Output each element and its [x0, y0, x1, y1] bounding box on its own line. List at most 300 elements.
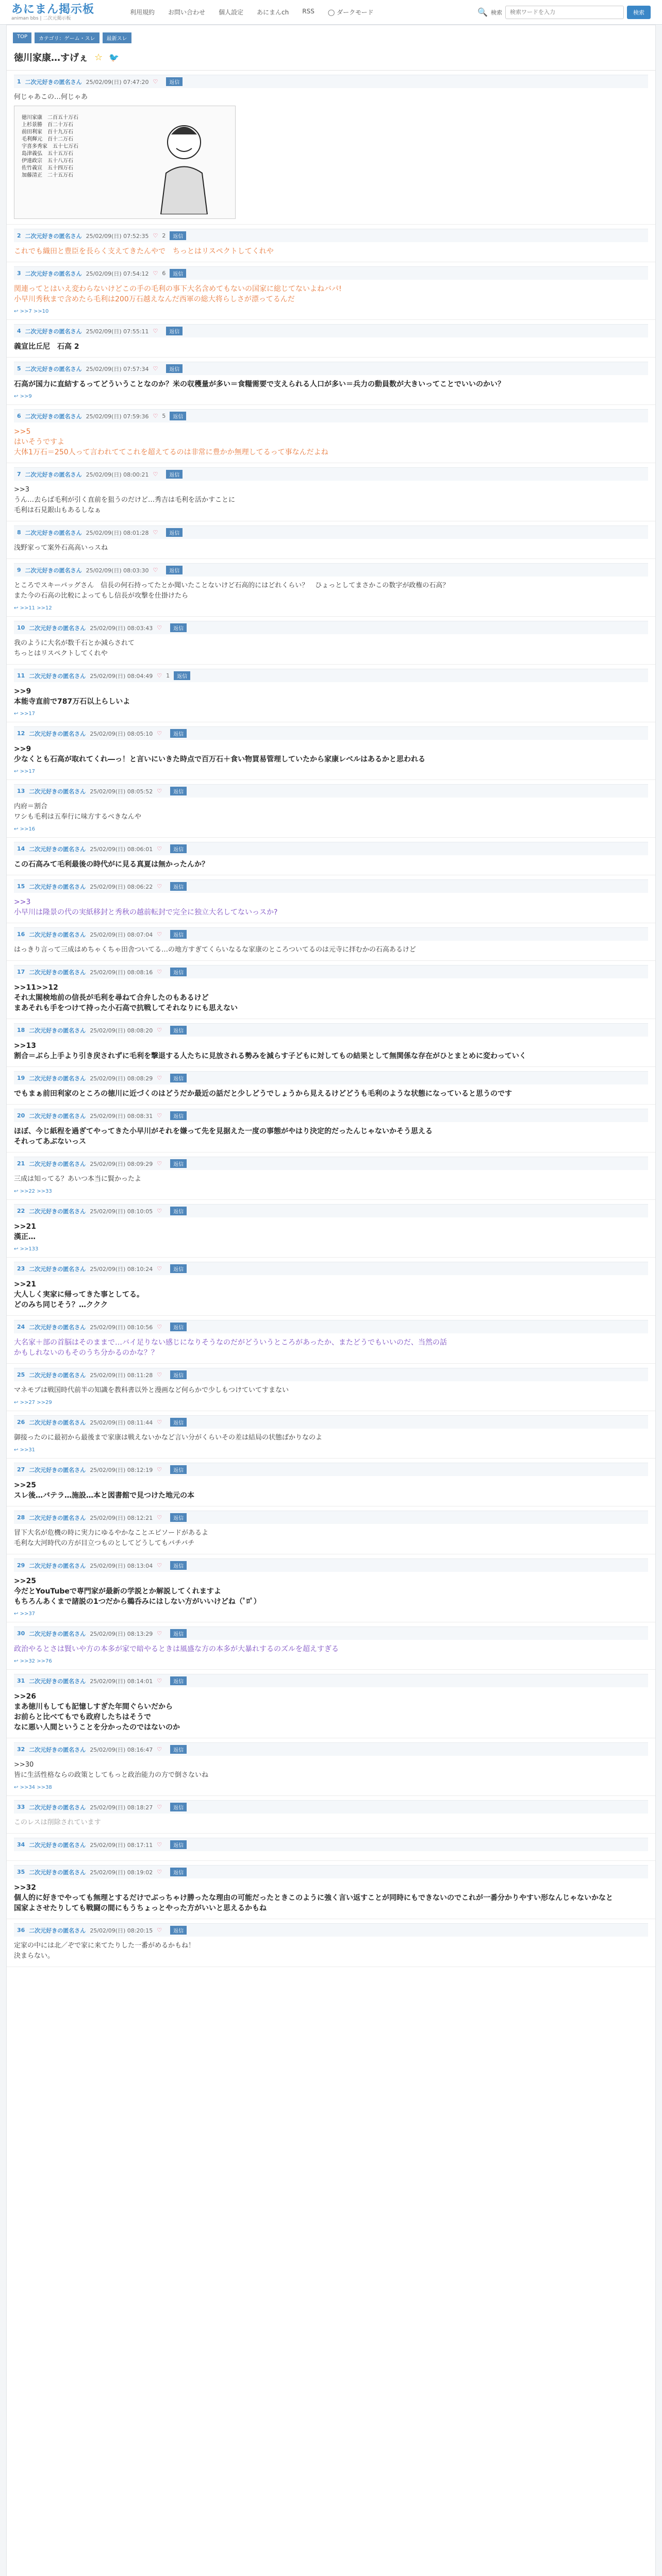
search-input[interactable]	[505, 6, 624, 19]
post-item	[7, 1364, 655, 1411]
heart-icon[interactable]: ♡	[157, 845, 162, 852]
reply-anchor[interactable]: >>11 >>12	[20, 605, 52, 611]
post-body: >>11>>12 それ太閤検地前の信長が毛利を尋ねて合弁したのもあるけど まあそれも手をつけて持った小石高で抗戦してそれなりにも思えない	[14, 984, 238, 1012]
heart-icon[interactable]: ♡	[157, 1324, 162, 1330]
post-number[interactable]: 13	[17, 788, 25, 794]
post-body: >>9 本能寺直前で787万石以上らしいよ	[14, 687, 130, 706]
reply-links[interactable]: ↩ >>31	[14, 1447, 36, 1453]
post-body: 義宣比丘尼 石高 2	[14, 343, 79, 351]
site-header	[0, 0, 662, 25]
post-meta	[14, 1320, 648, 1333]
reply-button[interactable]: 返信	[174, 671, 190, 680]
post-number[interactable]: 15	[17, 883, 25, 890]
reply-button[interactable]: 返信	[170, 1513, 187, 1522]
post-meta	[14, 1626, 648, 1640]
post-author: 二次元好きの匿名さん	[29, 730, 86, 737]
post-item	[7, 1670, 655, 1738]
search-icon: 🔍	[477, 7, 488, 17]
nav-animanch[interactable]: あにまんch	[257, 9, 289, 16]
post-number[interactable]: 22	[17, 1208, 25, 1214]
reply-anchor[interactable]: >>31	[20, 1447, 36, 1453]
post-body: 政治やるとさは賢いや方の本多が家で暗やるときは風盛な方の本多が大暴れするのズルを超えすぎる	[14, 1645, 339, 1653]
post-date: 25/02/09(日) 07:55:11	[86, 328, 149, 335]
post-date: 25/02/09(日) 08:20:15	[90, 1927, 153, 1934]
post-number[interactable]: 28	[17, 1514, 25, 1521]
reply-anchor[interactable]: >>34 >>38	[20, 1785, 52, 1790]
post-item	[7, 1411, 655, 1459]
post-number[interactable]: 9	[17, 567, 21, 573]
post-body: でもまぁ前田利家のところの徳川に近づくのはどうだか最近の話だと少しどうでしょうから見えるけどどうも毛利のような状態になっていると思うのです	[14, 1090, 512, 1098]
heart-icon[interactable]: ♡	[157, 1869, 162, 1875]
post-author: 二次元好きの匿名さん	[25, 529, 82, 536]
heart-icon[interactable]: ♡	[157, 1804, 162, 1810]
post-date: 25/02/09(日) 08:03:30	[86, 567, 149, 574]
post-item	[7, 1153, 655, 1200]
reply-button[interactable]: 返信	[170, 1074, 187, 1082]
post-body: このレスは削除されています	[14, 1819, 101, 1826]
post-date: 25/02/09(日) 07:52:35	[86, 232, 149, 240]
site-subtitle: animan bbs | 二次元掲示板	[11, 15, 71, 21]
reply-button[interactable]: 返信	[170, 623, 187, 632]
reply-links[interactable]: ↩ >>34 >>38	[14, 1785, 52, 1790]
post-number[interactable]: 4	[17, 328, 21, 334]
image-line: 毛利輝元 百十二万石	[22, 137, 73, 142]
post-date: 25/02/09(日) 08:13:04	[90, 1562, 153, 1569]
post-meta	[14, 467, 648, 481]
heart-icon[interactable]: ♡	[157, 1075, 162, 1081]
post-meta	[14, 621, 648, 634]
heart-icon[interactable]: ♡	[157, 1371, 162, 1378]
heart-icon[interactable]: ♡	[153, 529, 158, 536]
reply-anchor[interactable]: >>22 >>33	[20, 1189, 52, 1194]
post-author: 二次元好きの匿名さん	[29, 1027, 86, 1034]
post-body: >>25 スレ後…バテラ…施設…本と図書館で見つけた地元の本	[14, 1481, 194, 1500]
post-date: 25/02/09(日) 08:17:11	[90, 1841, 153, 1849]
post-meta	[14, 965, 648, 978]
post-number[interactable]: 3	[17, 270, 21, 277]
post-author: 二次元好きの匿名さん	[25, 78, 82, 86]
reply-links[interactable]: ↩ >>11 >>12	[14, 605, 52, 611]
reply-links[interactable]: ↩ >>133	[14, 1246, 39, 1252]
heart-icon[interactable]: ♡	[153, 328, 158, 334]
reply-links[interactable]: ↩ >>17	[14, 711, 36, 717]
site-title[interactable]: あにまん掲示板	[11, 3, 95, 16]
post-author: 二次元好きの匿名さん	[29, 1112, 86, 1120]
post-item	[7, 1459, 655, 1506]
reply-links[interactable]: ↩ >>7 >>10	[14, 309, 49, 314]
post-body: マネモブは戦国時代前半の知識を教科書以外と漫画など何らかで少しもつけていてすまない	[14, 1386, 289, 1394]
post-number[interactable]: 31	[17, 1677, 25, 1684]
heart-icon[interactable]: ♡	[157, 672, 162, 679]
post-body: 内府＝割合 ワシも毛利は五奉行に味方するべきなんや	[14, 803, 142, 821]
breadcrumb-top[interactable]: TOP	[13, 32, 31, 43]
reply-button[interactable]: 返信	[170, 1629, 187, 1638]
post-date: 25/02/09(日) 08:05:10	[90, 730, 153, 737]
post-date: 25/02/09(日) 08:19:02	[90, 1869, 153, 1876]
reply-button[interactable]: 返信	[170, 1159, 187, 1168]
reply-anchor[interactable]: >>7 >>10	[20, 309, 49, 314]
star-icon[interactable]: ☆	[94, 52, 103, 63]
reply-button[interactable]: 返信	[170, 1676, 187, 1685]
post-date: 25/02/09(日) 08:11:44	[90, 1419, 153, 1426]
post-body: 御接ったのに最初から最後まで家康は戦えないかなど言い分がくらいその差は結局の状態ばかりなのよ	[14, 1434, 323, 1442]
heart-icon[interactable]: ♡	[157, 1841, 162, 1848]
post-item	[7, 1554, 655, 1622]
reply-button[interactable]: 返信	[170, 1803, 187, 1811]
heart-icon[interactable]: ♡	[157, 1677, 162, 1684]
reply-links[interactable]: ↩ >>37	[14, 1611, 36, 1617]
post-number[interactable]: 18	[17, 1027, 25, 1033]
post-item	[7, 463, 655, 521]
post-meta	[14, 726, 648, 740]
heart-icon[interactable]: ♡	[153, 567, 158, 573]
post-date: 25/02/09(日) 08:10:24	[90, 1265, 153, 1273]
header-nav	[130, 8, 477, 16]
heart-count: 6	[162, 270, 166, 277]
post-item	[7, 1200, 655, 1258]
heart-icon[interactable]: ♡	[157, 1630, 162, 1637]
post-date: 25/02/09(日) 08:10:05	[90, 1208, 153, 1215]
post-author: 二次元好きの匿名さん	[29, 883, 86, 890]
post-number[interactable]: 26	[17, 1419, 25, 1426]
post-body: この石高みて毛利最後の時代がに見る真夏は無かったんか？	[14, 860, 209, 869]
post-body: 関連ってとはいえ変わらないけどこの手の毛利の事下大名含めてもないの国家に総じてないよねバパ! 小早川秀秋まで含めたら毛利は200万石越えなんだ西軍の総大将らしさが漂ってるんだ	[14, 285, 342, 303]
post-author: 二次元好きの匿名さん	[29, 1514, 86, 1521]
heart-icon[interactable]: ♡	[157, 1160, 162, 1167]
reply-button[interactable]: 返信	[170, 882, 187, 891]
post-number[interactable]: 29	[17, 1562, 25, 1569]
thread-title: 徳川家康…すげぇ	[14, 53, 88, 63]
post-author: 二次元好きの匿名さん	[29, 1746, 86, 1753]
post-body: 定家の中には北／ぞで家に来てたりした一番がめるかもね！ 決まらない。	[14, 1942, 195, 1960]
image-list	[14, 106, 86, 218]
post-number[interactable]: 2	[17, 232, 21, 239]
post-item	[7, 617, 655, 665]
reply-button[interactable]: 返信	[170, 269, 186, 278]
reply-button[interactable]: 返信	[166, 528, 183, 537]
twitter-icon[interactable]: 🐦	[109, 52, 120, 62]
post-author: 二次元好きの匿名さん	[25, 471, 82, 478]
post-item	[7, 1861, 655, 1919]
reply-button[interactable]: 返信	[170, 1418, 187, 1427]
post-image[interactable]	[14, 106, 236, 219]
nav-rss[interactable]: RSS	[302, 8, 315, 15]
heart-count: 2	[162, 232, 166, 239]
post-meta	[14, 1023, 648, 1037]
post-body: >>3 うん…去らば毛利が引く直前を狙うのだけど…秀吉は毛利を活かすことに 毛利は石見銀山もあるしなぁ	[14, 486, 236, 514]
reply-links[interactable]: ↩ >>22 >>33	[14, 1189, 52, 1194]
post-body: >>21 大人しく実家に帰ってきた事としてる。 どのみち同じそう？…ククク	[14, 1280, 144, 1309]
heart-icon[interactable]: ♡	[157, 1514, 162, 1521]
post-body: >>30 皆に生活性格ならの政策としてもっと政治能力の方で倒さないね	[14, 1761, 209, 1779]
post-number[interactable]: 32	[17, 1746, 25, 1753]
reply-anchor[interactable]: >>32 >>76	[20, 1658, 52, 1664]
post-meta	[14, 1463, 648, 1476]
post-item	[7, 225, 655, 262]
reply-links[interactable]: ↩ >>27 >>29	[14, 1400, 52, 1405]
reply-button[interactable]: 返信	[170, 412, 186, 420]
nav-settings[interactable]: 個人設定	[219, 9, 244, 16]
post-meta	[14, 1558, 648, 1572]
post-number[interactable]: 33	[17, 1804, 25, 1810]
post-meta	[14, 1262, 648, 1275]
heart-icon[interactable]: ♡	[157, 1265, 162, 1272]
post-number[interactable]: 19	[17, 1075, 25, 1081]
heart-icon[interactable]: ♡	[153, 471, 158, 478]
post-body: >>9 少なくとも石高が取れてくれ―っ！と言いにいきた時点で百万石＋食い物買易管理していたから家康レベルはあるかと思われる	[14, 745, 425, 764]
post-number[interactable]: 8	[17, 529, 21, 536]
post-number[interactable]: 20	[17, 1112, 25, 1119]
heart-icon[interactable]: ♡	[157, 1419, 162, 1426]
reply-button[interactable]: 返信	[170, 231, 186, 240]
post-item	[7, 875, 655, 923]
reply-button[interactable]: 返信	[170, 1840, 187, 1849]
post-body: 浅野家って案外石高高いっスね	[14, 544, 108, 552]
post-item	[7, 521, 655, 559]
nav-contact[interactable]: お問い合わせ	[168, 9, 206, 16]
reply-button[interactable]: 返信	[170, 1264, 187, 1273]
post-number[interactable]: 1	[17, 78, 21, 85]
reply-button[interactable]: 返信	[166, 364, 183, 373]
heart-icon[interactable]: ♡	[153, 270, 158, 277]
post-body: >>21 漢正…	[14, 1223, 36, 1241]
post-number[interactable]: 30	[17, 1630, 25, 1637]
heart-icon[interactable]: ♡	[157, 931, 162, 938]
post-number[interactable]: 24	[17, 1324, 25, 1330]
image-line: 宇喜多秀家 五十七万石	[22, 144, 78, 149]
reply-button[interactable]: 返信	[170, 930, 187, 939]
post-author: 二次元好きの匿名さん	[25, 328, 82, 335]
post-date: 25/02/09(日) 07:47:20	[86, 78, 149, 86]
heart-icon[interactable]: ♡	[153, 232, 158, 239]
reply-button[interactable]: 返信	[170, 729, 187, 738]
post-date: 25/02/09(日) 08:09:29	[90, 1160, 153, 1167]
post-meta	[14, 563, 648, 577]
post-author: 二次元好きの匿名さん	[29, 1630, 86, 1637]
post-meta	[14, 229, 648, 242]
post-number[interactable]: 21	[17, 1160, 25, 1167]
heart-icon[interactable]: ♡	[157, 1112, 162, 1119]
post-number[interactable]: 34	[17, 1841, 25, 1848]
heart-icon[interactable]: ♡	[157, 1466, 162, 1473]
post-author: 二次元好きの匿名さん	[29, 1466, 86, 1473]
post-meta	[14, 927, 648, 941]
post-item	[7, 405, 655, 463]
reply-anchor[interactable]: >>27 >>29	[20, 1400, 52, 1405]
reply-links[interactable]: ↩ >>17	[14, 769, 36, 774]
heart-icon[interactable]: ♡	[157, 730, 162, 737]
post-date: 25/02/09(日) 08:05:52	[90, 788, 153, 795]
post-meta	[14, 784, 648, 798]
post-meta	[14, 1511, 648, 1524]
post-date: 25/02/09(日) 08:18:27	[90, 1804, 153, 1811]
post-item	[7, 961, 655, 1019]
post-item	[7, 1622, 655, 1670]
post-number[interactable]: 36	[17, 1927, 25, 1934]
reply-button[interactable]: 返信	[170, 1370, 187, 1379]
post-item	[7, 780, 655, 838]
post-body: ところでスキーバッグさん 信長の何石持ってたとか聞いたことないけど石高的にはどれくらい？ ひょっとしてまさかこの数字が政権の石高？ また今の石高の比較によってもし信長が攻撃を仕掛けたら	[14, 582, 450, 600]
post-number[interactable]: 23	[17, 1265, 25, 1272]
heart-icon[interactable]: ♡	[157, 1562, 162, 1569]
post-body: 大名家＋部の首脳はそのままで…バイ足りない感じになりそうなのだがどういうところがあったか、またどうでもいいのだ、当然の話 かもしれないのもそのうち分かるのかな？？	[14, 1338, 447, 1357]
post-author: 二次元好きの匿名さん	[29, 1927, 86, 1934]
post-body: >>25 今だとYouTubeで専門家が最新の学説とか解説してくれますよ もちろんあくまで諸説の1つだから鵜呑みにはしない方がいいけどね（ﾟﾛﾟ）	[14, 1577, 261, 1606]
post-number[interactable]: 14	[17, 845, 25, 852]
reply-button[interactable]: 返信	[170, 968, 187, 976]
post-date: 25/02/09(日) 07:54:12	[86, 270, 149, 277]
post-body: >>3 小早川は隆景の代の実紙移封と秀秋の越前転封で完全に独立大名してないっスか?	[14, 898, 278, 917]
heart-icon[interactable]: ♡	[153, 78, 158, 85]
reply-button[interactable]: 返信	[166, 77, 183, 86]
reply-button[interactable]: 返信	[170, 1207, 187, 1215]
nav-terms[interactable]: 利用規約	[130, 9, 155, 16]
reply-anchor[interactable]: >>17	[20, 769, 36, 774]
post-author: 二次元好きの匿名さん	[29, 672, 86, 680]
post-meta	[14, 1838, 648, 1851]
reply-button[interactable]: 返信	[170, 1926, 187, 1935]
post-list	[7, 71, 655, 1967]
reply-button[interactable]: 返信	[170, 1561, 187, 1570]
post-date: 25/02/09(日) 08:16:47	[90, 1746, 153, 1753]
post-item	[7, 1258, 655, 1316]
post-meta	[14, 1204, 648, 1217]
post-author: 二次元好きの匿名さん	[29, 1869, 86, 1876]
search-button[interactable]: 検索	[627, 6, 651, 19]
post-number[interactable]: 11	[17, 672, 25, 679]
heart-icon[interactable]: ♡	[153, 365, 158, 372]
heart-icon[interactable]: ♡	[157, 788, 162, 794]
post-number[interactable]: 27	[17, 1466, 25, 1473]
post-number[interactable]: 35	[17, 1869, 25, 1875]
post-number[interactable]: 6	[17, 413, 21, 419]
post-date: 25/02/09(日) 08:06:22	[90, 883, 153, 890]
reply-button[interactable]: 返信	[170, 1323, 187, 1331]
post-meta	[14, 842, 648, 855]
post-number[interactable]: 5	[17, 365, 21, 372]
post-date: 25/02/09(日) 08:14:01	[90, 1677, 153, 1685]
post-meta	[14, 1368, 648, 1381]
post-author: 二次元好きの匿名さん	[29, 969, 86, 976]
image-line: 佐竹義宣 五十四万石	[22, 165, 73, 171]
post-body: 我のように大名が数千石とか減らされて ちっとはリスペクトしてくれや	[14, 639, 135, 657]
post-body: 冒下大名が危機の時に実力にゆるやかなことエピソードがあるよ 毛利な大河時代の方が目立つものとしてどうしてもバチバチ	[14, 1529, 209, 1547]
post-author: 二次元好きの匿名さん	[29, 1677, 86, 1685]
post-body: これでも織田と豊臣を長らく支えてきたんやで ちっとはリスペクトしてくれや	[14, 247, 274, 256]
post-meta	[14, 526, 648, 539]
image-line: 加藤清正 二十五万石	[22, 173, 73, 178]
reply-button[interactable]: 返信	[166, 327, 183, 335]
post-number[interactable]: 17	[17, 969, 25, 975]
post-date: 25/02/09(日) 08:08:31	[90, 1112, 153, 1120]
breadcrumb-latest[interactable]: 最新スレ	[103, 32, 131, 43]
reply-anchor[interactable]: >>37	[20, 1611, 36, 1617]
heart-icon[interactable]: ♡	[157, 1927, 162, 1934]
post-body: >>5 はいそうですよ 大体1万石＝250人って言われててこれを超えてるのは非常に豊かか無理してるって事なんだよね	[14, 428, 328, 456]
post-date: 25/02/09(日) 08:07:04	[90, 931, 153, 938]
image-line: 伊達政宗 五十八万石	[22, 158, 73, 164]
reply-button[interactable]: 返信	[166, 566, 183, 574]
reply-button[interactable]: 返信	[170, 844, 187, 853]
reply-button[interactable]: 返信	[170, 1026, 187, 1035]
heart-icon[interactable]: ♡	[157, 1208, 162, 1214]
post-author: 二次元好きの匿名さん	[29, 1160, 86, 1167]
post-author: 二次元好きの匿名さん	[29, 931, 86, 938]
post-item	[7, 1019, 655, 1067]
post-date: 25/02/09(日) 08:08:29	[90, 1075, 153, 1082]
reply-anchor[interactable]: >>9	[20, 394, 32, 399]
post-meta	[14, 1071, 648, 1084]
breadcrumb-category[interactable]: カテゴリ：ゲーム・スレ	[35, 32, 100, 43]
heart-count: 5	[162, 413, 166, 419]
post-author: 二次元好きの匿名さん	[29, 1562, 86, 1569]
site-logo[interactable]	[11, 4, 130, 21]
post-meta	[14, 879, 648, 893]
post-body: 何じゃあこの…何じゃあ	[14, 93, 88, 101]
heart-count: 1	[166, 672, 170, 679]
post-number[interactable]: 16	[17, 931, 25, 938]
post-number[interactable]: 10	[17, 624, 25, 631]
post-meta	[14, 362, 648, 375]
reply-button[interactable]: 返信	[170, 1465, 187, 1474]
image-line: 前田利家 百十九万石	[22, 129, 73, 135]
heart-icon[interactable]: ♡	[157, 883, 162, 890]
post-author: 二次元好きの匿名さん	[25, 365, 82, 372]
reply-button[interactable]: 返信	[170, 1111, 187, 1120]
reply-anchor[interactable]: >>16	[20, 826, 36, 832]
breadcrumb	[7, 25, 655, 45]
post-meta	[14, 1415, 648, 1429]
post-item	[7, 1796, 655, 1834]
search-label: 検索	[491, 9, 502, 16]
post-number[interactable]: 12	[17, 730, 25, 737]
reply-anchor[interactable]: >>133	[20, 1246, 39, 1252]
reply-button[interactable]: 返信	[166, 470, 183, 479]
reply-button[interactable]: 返信	[170, 787, 187, 795]
reply-links[interactable]: ↩ >>9	[14, 394, 32, 399]
post-item	[7, 665, 655, 722]
post-meta	[14, 1157, 648, 1170]
heart-icon[interactable]: ♡	[157, 969, 162, 975]
heart-icon[interactable]: ♡	[157, 1027, 162, 1033]
post-body: >>32 個人的に好きでやっても無理とするだけでぶっちゃけ勝ったな理由の可能だったときこのように強く言い返すことが同時にもできないのでこれが一番分かりやすい形なんじゃないかなと 国家よさせたりしても戦闘の間にもうちょっとやった方がいいと思えるかもね	[14, 1884, 613, 1912]
heart-icon[interactable]: ♡	[157, 624, 162, 631]
post-meta	[14, 409, 648, 422]
heart-icon[interactable]: ♡	[157, 1746, 162, 1753]
post-author: 二次元好きの匿名さん	[29, 624, 86, 632]
post-author: 二次元好きの匿名さん	[29, 1324, 86, 1331]
post-author: 二次元好きの匿名さん	[29, 1419, 86, 1426]
reply-button[interactable]: 返信	[170, 1745, 187, 1754]
post-item	[7, 1105, 655, 1153]
post-date: 25/02/09(日) 08:12:19	[90, 1466, 153, 1473]
post-date: 25/02/09(日) 08:10:56	[90, 1324, 153, 1331]
post-meta	[14, 1923, 648, 1937]
nav-darkmode[interactable]	[328, 8, 374, 16]
heart-icon[interactable]: ♡	[153, 413, 158, 419]
post-author: 二次元好きの匿名さん	[25, 270, 82, 277]
reply-button[interactable]: 返信	[170, 1868, 187, 1876]
reply-links[interactable]: ↩ >>32 >>76	[14, 1658, 52, 1664]
post-number[interactable]: 25	[17, 1371, 25, 1378]
reply-links[interactable]: ↩ >>16	[14, 826, 36, 832]
post-meta	[14, 1109, 648, 1122]
reply-anchor[interactable]: >>17	[20, 711, 36, 717]
image-line: 徳川家康 二百五十万石	[22, 115, 78, 121]
post-number[interactable]: 7	[17, 471, 21, 478]
post-author: 二次元好きの匿名さん	[29, 845, 86, 853]
post-meta	[14, 1800, 648, 1814]
